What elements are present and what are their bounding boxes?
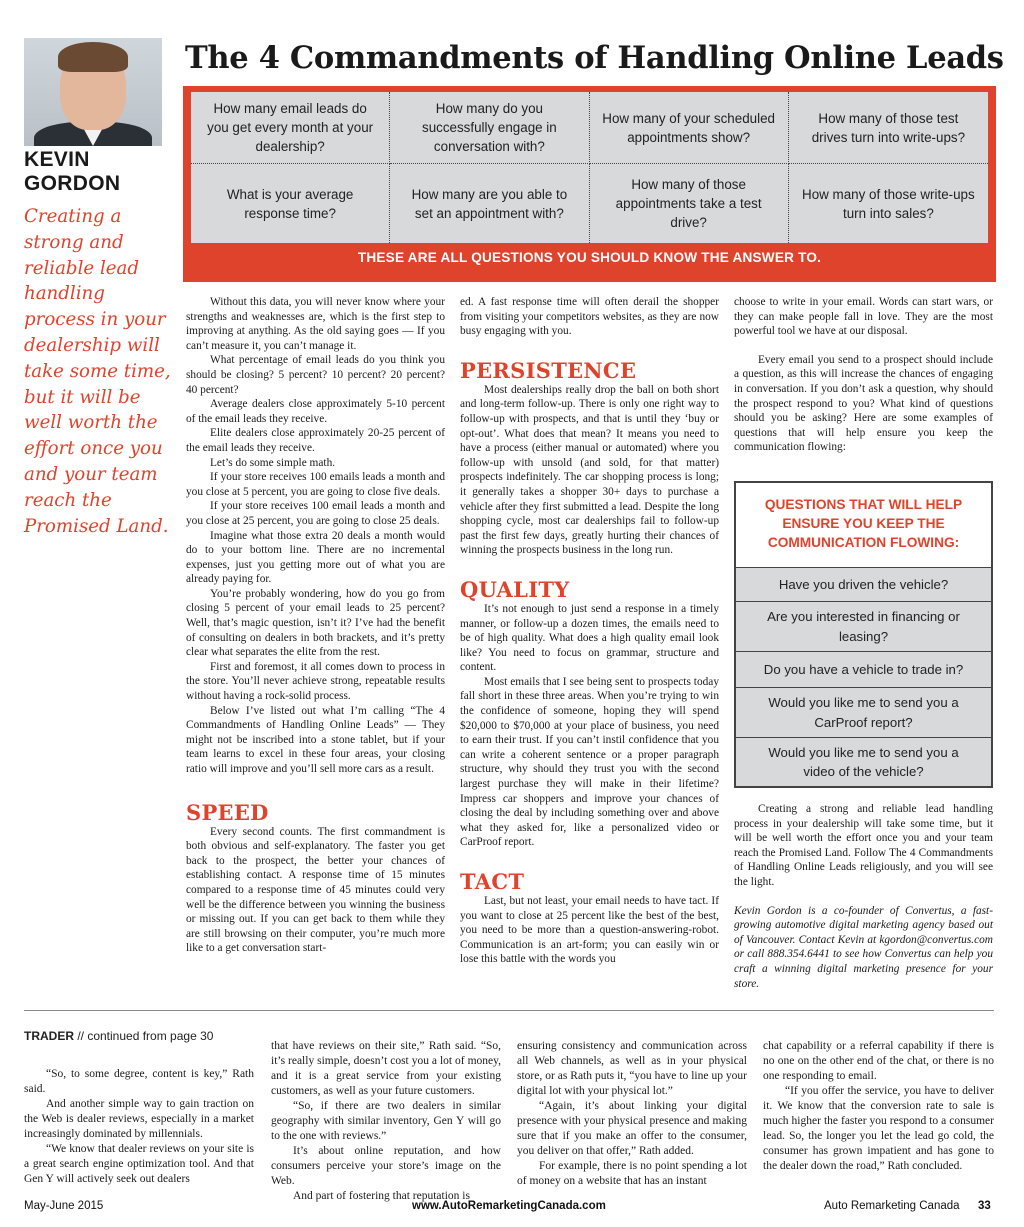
author-photo: [24, 38, 162, 146]
paragraph: You’re probably wondering, how do you go from closing 5 percent of your email leads to 25 percent? Well, that’s magic question, isn’t it? I’ve had the benefit of consulting on dealers in both brackets, and it’s pretty clear what separates the elite from the rest.: [186, 587, 445, 659]
paragraph: Imagine what those extra 20 deals a month would do to your bottom line. There are no incremental expenses, just you getting more out of what you are already paying for.: [186, 529, 445, 586]
paragraph: “So, to some degree, content is key,” Rath said.: [24, 1068, 254, 1095]
paragraph: Creating a strong and reliable lead handling process in your dealership will take some time, but it will be well worth the effort once you and your team reach the Promised Land. Follow The 4 Commandments of Handling Online Leads religiously, and you will see the light.: [734, 803, 993, 888]
article-column-3: [734, 295, 993, 455]
issue-date: May-June 2015: [24, 1200, 104, 1212]
paragraph: First and foremost, it all comes down to process in the store. You’ll never achieve strong, repeatable results without having a rock-solid process.: [186, 660, 445, 703]
question-cell: How many do you successfully engage in conversation with?: [390, 92, 589, 164]
continued-column-4: [763, 1039, 994, 1174]
article-closing: [734, 802, 993, 991]
page-number: 33: [978, 1200, 991, 1212]
paragraph: If your store receives 100 email leads a month and you close at 25 percent, you are going to close 25 deals.: [186, 500, 445, 527]
article-column-2: [460, 295, 719, 967]
paragraph: Every second counts. The first commandment is both obvious and self-explanatory. The faster you get back to the prospect, the better your chances of establishing contact. A response time of 15 minutes compared to a response time of 45 minutes could very well be the difference between you winning the business or missing out. If you can get back to them while they are still browsing on their computer, you’re much more like to a get conversation start-: [186, 825, 445, 955]
paragraph: Most emails that I see being sent to prospects today fall short in these three areas. When you’re trying to win the confidence of someone, hoping they will spend $20,000 to $70,000 at your place of business, you need to earn their trust. If you can’t instil confidence that you can write a coherent sentence or a proper paragraph structure, why should they trust you with the second largest purchase they will make in their lifetime? Impress car shoppers and improve your chances of closing the deal by including something over and above what they asked for, like a personalized video or CarProof report.: [460, 675, 719, 849]
question-cell: How many of your scheduled appointments show?: [590, 92, 789, 164]
question-cell: How many of those write-ups turn into sales?: [802, 186, 975, 221]
communication-question: Have you driven the vehicle?: [736, 567, 991, 601]
paragraph: Without this data, you will never know where your strengths and weaknesses are, which is the first step to improving at anything. As the old saying goes — If you can’t measure it, you can’t manage it.: [186, 296, 445, 352]
paragraph: “So, if there are two dealers in similar geography with similar inventory, Gen Y will go to the one with reviews.”: [271, 1100, 501, 1142]
website-url: www.AutoRemarketingCanada.com: [412, 1200, 606, 1212]
communication-questions-box: [734, 481, 993, 788]
continued-column-2: [271, 1039, 501, 1204]
communication-question: Would you like me to send you a CarProof report?: [736, 687, 991, 737]
paragraph: “We know that dealer reviews on your site is a great search engine optimization tool. And that Gen Y will actively seek out dealers: [24, 1143, 254, 1185]
paragraph: If your store receives 100 emails leads a month and you close at 5 percent, you are going to close five deals.: [186, 471, 445, 498]
paragraph: choose to write in your email. Words can start wars, or they can make people fall in love. They are the most powerful tool we have at our disposal.: [734, 296, 993, 338]
section-heading-tact: TACT: [460, 869, 525, 894]
communication-box-heading: QUESTIONS THAT WILL HELP ENSURE YOU KEEP THE COMMUNICATION FLOWING:: [764, 497, 963, 550]
question-cell: How many are you able to set an appointment with?: [390, 164, 589, 243]
question-cell: How many of those appointments take a test drive?: [590, 164, 789, 243]
paragraph: Last, but not least, your email needs to have tact. If you want to close at 25 percent like the best of the best, you need to be more than a question-answering-robot. Communication is an art-form; you can easily win or lose this battle with the words you: [460, 895, 719, 966]
continued-column-1: [24, 1067, 254, 1187]
paragraph: ed. A fast response time will often derail the shopper from visiting your competitors websites, as they are now busy engaging with you.: [460, 296, 719, 338]
paragraph: Elite dealers close approximately 20-25 percent of the email leads they receive.: [186, 427, 445, 454]
paragraph: Let’s do some simple math.: [210, 456, 336, 469]
section-heading-persistence: PERSISTENCE: [460, 357, 637, 383]
paragraph: “If you offer the service, you have to deliver it. We know that the conversion rate to sale is much higher the faster you respond to a consumer lead. So, the longer you let the lead go cold, the consumer has grown impatient and has gone to the dealer down the road,” Rath concluded.: [763, 1085, 994, 1172]
communication-question: Are you interested in financing or leasing?: [736, 601, 991, 651]
paragraph: Most dealerships really drop the ball on both short and long-term follow-up. There is only one right way to follow-up with prospects, and that is until they ‘buy or opt-out’. What does that mean? It means you need to have a process (either manual or automated) where you follow-up with unsold (and sold, for that matter) prospects indefinitely. The car shopping process is long; it generally takes a shopper 30+ days to purchase a vehicle after they first submitted a lead. Despite the long shopping cycle, most car dealerships fail to follow-up past the first few days, greatly hurting their chances of winning the prospects business in the long run.: [460, 383, 719, 557]
article-column-1: [186, 295, 445, 956]
pull-quote: Creating a strong and reliable lead handling process in your dealership will take some time, but it will be well worth the effort once you and your team reach the Promised Land.: [24, 206, 171, 537]
paragraph: It’s not enough to just send a response in a timely manner, or follow-up a dozen times, the emails need to be of high quality. What does a high quality email look like? You need to focus on grammar, structure and content.: [460, 602, 719, 674]
article-title: The 4 Commandments of Handling Online Leads: [185, 40, 1004, 76]
communication-question: Do you have a vehicle to trade in?: [736, 651, 991, 687]
paragraph: It’s about online reputation, and how consumers perceive your store’s image on the Web.: [271, 1145, 501, 1187]
questions-grid: [191, 92, 988, 243]
section-heading-speed: SPEED: [186, 799, 269, 825]
paragraph: chat capability or a referral capability if there is no one on the other end of the chat, or there is no one responding to email.: [763, 1040, 994, 1082]
question-cell: How many email leads do you get every month at your dealership?: [191, 92, 390, 164]
paragraph: ensuring consistency and communication across all Web channels, as well as in your physical store, or as Rath puts it, “you have to line up your digital lot with your physical lot.”: [517, 1040, 747, 1097]
paragraph: For example, there is no point spending a lot of money on a website that has an instant: [517, 1160, 747, 1187]
continuation-label: TRADER // continued from page 30: [24, 1029, 214, 1043]
paragraph: Every email you send to a prospect should include a question, as this will increase the chances of engaging in conversation. If you don’t ask a question, why should the prospect respond to you? What kind of questions should you be asking? Here are some examples of questions that will help ensure you keep the communication flowing:: [734, 353, 993, 454]
section-heading-quality: QUALITY: [460, 576, 570, 602]
paragraph: And another simple way to gain traction on the Web is dealer reviews, especially in a market increasingly dominated by millennials.: [24, 1098, 254, 1140]
section-divider: [24, 1010, 994, 1011]
questions-box: [183, 86, 996, 282]
continued-column-3: [517, 1039, 747, 1189]
author-name: KEVIN GORDON: [24, 148, 121, 195]
communication-question: Would you like me to send you a video of the vehicle?: [736, 737, 991, 786]
paragraph: that have reviews on their site,” Rath said. “So, it’s really simple, doesn’t cost you a lot of money, and it is a great service from your existing customers, as well as your future customers.: [271, 1040, 501, 1097]
paragraph: “Again, it’s about linking your digital presence with your physical presence and making sure that if you make an offer to the consumer, you deliver on that offer,” Rath added.: [517, 1100, 747, 1157]
paragraph: And part of fostering that reputation is: [293, 1190, 470, 1202]
paragraph: Average dealers close approximately 5-10 percent of the email leads they receive.: [186, 398, 445, 425]
question-cell: What is your average response time?: [191, 164, 390, 243]
author-bio: Kevin Gordon is a co-founder of Convertus, a fast-growing automotive digital marketing agency based out of Vancouver. Contact Kevin at kgordon@convertus.com or call 888.354.6441 to see how Convertus can help you craft a winning digital marketing presence for your store.: [734, 904, 993, 990]
paragraph: What percentage of email leads do you think you should be closing? 5 percent? 10 percent? 20 percent? 40 percent?: [186, 354, 445, 396]
question-cell: How many of those test drives turn into write-ups?: [789, 92, 988, 164]
paragraph: Below I’ve listed out what I’m calling “The 4 Commandments of Handling Online Leads” — They might not be inscribed into a stone tablet, but if your team learns to excel in these four areas, your closing ratio will improve and you’ll sell more cars as a result.: [186, 704, 445, 775]
publication-name: Auto Remarketing Canada: [824, 1200, 960, 1212]
questions-box-footer: THESE ARE ALL QUESTIONS YOU SHOULD KNOW THE ANSWER TO.: [357, 250, 822, 265]
